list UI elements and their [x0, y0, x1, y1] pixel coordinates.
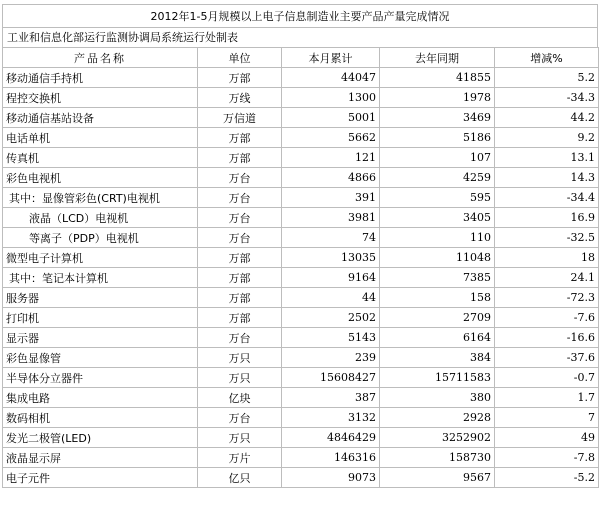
prior-year-cell: 1978: [380, 88, 495, 108]
unit-cell: 万线: [198, 88, 282, 108]
prior-year-cell: 158: [380, 288, 495, 308]
prior-year-cell: 5186: [380, 128, 495, 148]
current-total-cell: 3981: [282, 208, 380, 228]
product-name-cell: 传真机: [3, 148, 198, 168]
current-total-cell: 4866: [282, 168, 380, 188]
product-name-cell: 等离子（PDP）电视机: [3, 228, 198, 248]
unit-cell: 万台: [198, 168, 282, 188]
table-title: 2012年1-5月规模以上电子信息制造业主要产品产量完成情况: [2, 4, 598, 28]
current-total-cell: 121: [282, 148, 380, 168]
table-row: [3, 108, 599, 128]
change-pct-cell: -32.5: [495, 228, 599, 248]
prior-year-cell: 3405: [380, 208, 495, 228]
table-row: [3, 168, 599, 188]
product-name-cell: 发光二极管(LED): [3, 428, 198, 448]
change-pct-cell: 9.2: [495, 128, 599, 148]
product-name-cell: 彩色显像管: [3, 348, 198, 368]
current-total-cell: 387: [282, 388, 380, 408]
product-name-cell: 半导体分立器件: [3, 368, 198, 388]
product-name-cell: 微型电子计算机: [3, 248, 198, 268]
product-name-cell: 显示器: [3, 328, 198, 348]
prior-year-cell: 110: [380, 228, 495, 248]
header-row: [3, 48, 599, 68]
change-pct-cell: -16.6: [495, 328, 599, 348]
unit-cell: 万台: [198, 208, 282, 228]
change-pct-cell: -0.7: [495, 368, 599, 388]
unit-cell: 万台: [198, 408, 282, 428]
product-name-cell: 集成电路: [3, 388, 198, 408]
change-pct-cell: 13.1: [495, 148, 599, 168]
prior-year-cell: 2709: [380, 308, 495, 328]
product-name-cell: 液晶显示屏: [3, 448, 198, 468]
table-row: [3, 468, 599, 488]
prior-year-cell: 41855: [380, 68, 495, 88]
table-row: [3, 88, 599, 108]
unit-cell: 万部: [198, 288, 282, 308]
current-total-cell: 239: [282, 348, 380, 368]
unit-cell: 万片: [198, 448, 282, 468]
unit-cell: 万台: [198, 188, 282, 208]
prior-year-cell: 3252902: [380, 428, 495, 448]
unit-cell: 万部: [198, 148, 282, 168]
current-total-cell: 5143: [282, 328, 380, 348]
table-row: [3, 408, 599, 428]
change-pct-cell: 18: [495, 248, 599, 268]
change-pct-cell: -72.3: [495, 288, 599, 308]
product-name-cell: 移动通信手持机: [3, 68, 198, 88]
current-total-cell: 44: [282, 288, 380, 308]
unit-cell: 万部: [198, 308, 282, 328]
table-row: [3, 68, 599, 88]
table-source: 工业和信息化部运行监测协调局系统运行处制表: [2, 28, 598, 47]
unit-cell: 万信道: [198, 108, 282, 128]
prior-year-cell: 380: [380, 388, 495, 408]
table-row: [3, 128, 599, 148]
header-change-pct: 增减%: [495, 48, 599, 68]
prior-year-cell: 6164: [380, 328, 495, 348]
prior-year-cell: 2928: [380, 408, 495, 428]
change-pct-cell: -5.2: [495, 468, 599, 488]
table-body: [3, 68, 599, 488]
product-name-cell: 服务器: [3, 288, 198, 308]
change-pct-cell: 5.2: [495, 68, 599, 88]
product-name-cell: 其中：笔记本计算机: [3, 268, 198, 288]
unit-cell: 万只: [198, 368, 282, 388]
table-row: [3, 268, 599, 288]
table-row: [3, 308, 599, 328]
product-name-cell: 其中：显像管彩色(CRT)电视机: [3, 188, 198, 208]
current-total-cell: 9164: [282, 268, 380, 288]
prior-year-cell: 384: [380, 348, 495, 368]
table-row: [3, 228, 599, 248]
product-name-cell: 彩色电视机: [3, 168, 198, 188]
table-row: [3, 208, 599, 228]
current-total-cell: 3132: [282, 408, 380, 428]
current-total-cell: 4846429: [282, 428, 380, 448]
current-total-cell: 13035: [282, 248, 380, 268]
unit-cell: 万部: [198, 128, 282, 148]
current-total-cell: 9073: [282, 468, 380, 488]
table-row: [3, 148, 599, 168]
product-name-cell: 数码相机: [3, 408, 198, 428]
current-total-cell: 15608427: [282, 368, 380, 388]
change-pct-cell: 24.1: [495, 268, 599, 288]
unit-cell: 万台: [198, 328, 282, 348]
change-pct-cell: 7: [495, 408, 599, 428]
prior-year-cell: 3469: [380, 108, 495, 128]
unit-cell: 万只: [198, 428, 282, 448]
prior-year-cell: 9567: [380, 468, 495, 488]
prior-year-cell: 107: [380, 148, 495, 168]
header-unit: 单位: [198, 48, 282, 68]
production-table: [2, 47, 599, 488]
prior-year-cell: 4259: [380, 168, 495, 188]
product-name-cell: 程控交换机: [3, 88, 198, 108]
product-name-cell: 电子元件: [3, 468, 198, 488]
header-current-total: 本月累计: [282, 48, 380, 68]
product-name-cell: 打印机: [3, 308, 198, 328]
table-row: [3, 448, 599, 468]
prior-year-cell: 11048: [380, 248, 495, 268]
table-row: [3, 248, 599, 268]
table-row: [3, 188, 599, 208]
change-pct-cell: 44.2: [495, 108, 599, 128]
change-pct-cell: 14.3: [495, 168, 599, 188]
table-row: [3, 328, 599, 348]
change-pct-cell: -34.3: [495, 88, 599, 108]
change-pct-cell: -7.8: [495, 448, 599, 468]
document: [0, 4, 600, 532]
table-row: [3, 368, 599, 388]
current-total-cell: 2502: [282, 308, 380, 328]
prior-year-cell: 158730: [380, 448, 495, 468]
table-row: [3, 348, 599, 368]
product-name-cell: 电话单机: [3, 128, 198, 148]
unit-cell: 亿只: [198, 468, 282, 488]
header-prior-year: 去年同期: [380, 48, 495, 68]
change-pct-cell: -34.4: [495, 188, 599, 208]
unit-cell: 万台: [198, 228, 282, 248]
unit-cell: 万部: [198, 68, 282, 88]
unit-cell: 万部: [198, 268, 282, 288]
unit-cell: 万部: [198, 248, 282, 268]
table-row: [3, 388, 599, 408]
current-total-cell: 74: [282, 228, 380, 248]
prior-year-cell: 7385: [380, 268, 495, 288]
table-row: [3, 288, 599, 308]
change-pct-cell: -7.6: [495, 308, 599, 328]
current-total-cell: 5662: [282, 128, 380, 148]
current-total-cell: 44047: [282, 68, 380, 88]
change-pct-cell: 16.9: [495, 208, 599, 228]
change-pct-cell: 1.7: [495, 388, 599, 408]
current-total-cell: 5001: [282, 108, 380, 128]
header-product-name: 产品名称: [3, 48, 198, 68]
change-pct-cell: -37.6: [495, 348, 599, 368]
current-total-cell: 391: [282, 188, 380, 208]
unit-cell: 万只: [198, 348, 282, 368]
table-row: [3, 428, 599, 448]
product-name-cell: 移动通信基站设备: [3, 108, 198, 128]
current-total-cell: 1300: [282, 88, 380, 108]
current-total-cell: 146316: [282, 448, 380, 468]
unit-cell: 亿块: [198, 388, 282, 408]
prior-year-cell: 595: [380, 188, 495, 208]
prior-year-cell: 15711583: [380, 368, 495, 388]
change-pct-cell: 49: [495, 428, 599, 448]
product-name-cell: 液晶（LCD）电视机: [3, 208, 198, 228]
